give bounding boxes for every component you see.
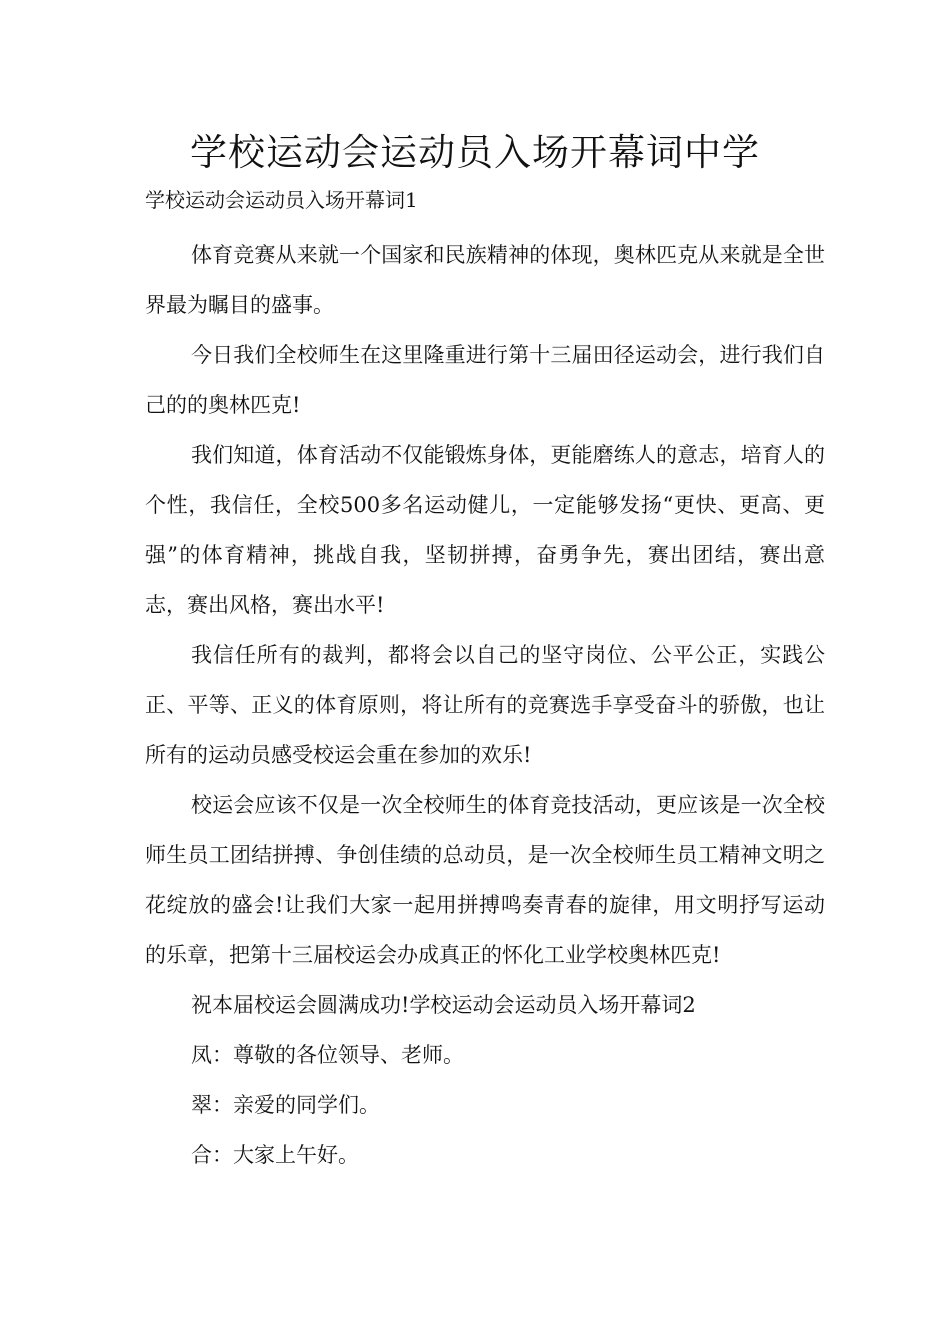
- paragraph-2: 今日我们全校师生在这里隆重进行第十三届田径运动会，进行我们自己的的奥林匹克!: [145, 343, 825, 417]
- paragraph-7: 凤：尊敬的各位领导、老师。: [191, 1043, 464, 1067]
- paragraph-1: 体育竞赛从来就一个国家和民族精神的体现，奥林匹克从来就是全世界最为瞩目的盛事。: [145, 243, 825, 317]
- document-title: 学校运动会运动员入场开幕词中学: [190, 131, 760, 174]
- document-subtitle: 学校运动会运动员入场开幕词1: [145, 188, 418, 212]
- paragraph-5: 校运会应该不仅是一次全校师生的体育竞技活动，更应该是一次全校师生员工团结拼搏、争创佳绩的总动员，是一次全校师生员工精神文明之花绽放的盛会!让我们大家一起用拼搏鸣奏青春的旋律，用文明抒写运动的乐章，把第十三届校运会办成真正的怀化工业学校奥林匹克!: [145, 793, 825, 967]
- paragraph-8: 翠：亲爱的同学们。: [191, 1093, 380, 1117]
- paragraph-6: 祝本届校运会圆满成功!学校运动会运动员入场开幕词2: [191, 993, 696, 1017]
- paragraph-3: 我们知道，体育活动不仅能锻炼身体，更能磨练人的意志，培育人的个性，我信任，全校500多名运动健儿，一定能够发扬“更快、更高、更强”的体育精神，挑战自我，坚韧拼搏，奋勇争先，赛出团结，赛出意志，赛出风格，赛出水平!: [145, 443, 825, 617]
- document-body: [145, 230, 825, 1180]
- paragraph-4: 我信任所有的裁判，都将会以自己的坚守岗位、公平公正，实践公正、平等、正义的体育原则，将让所有的竞赛选手享受奋斗的骄傲，也让所有的运动员感受校运会重在参加的欢乐!: [145, 643, 825, 767]
- paragraph-9: 合：大家上午好。: [191, 1143, 359, 1167]
